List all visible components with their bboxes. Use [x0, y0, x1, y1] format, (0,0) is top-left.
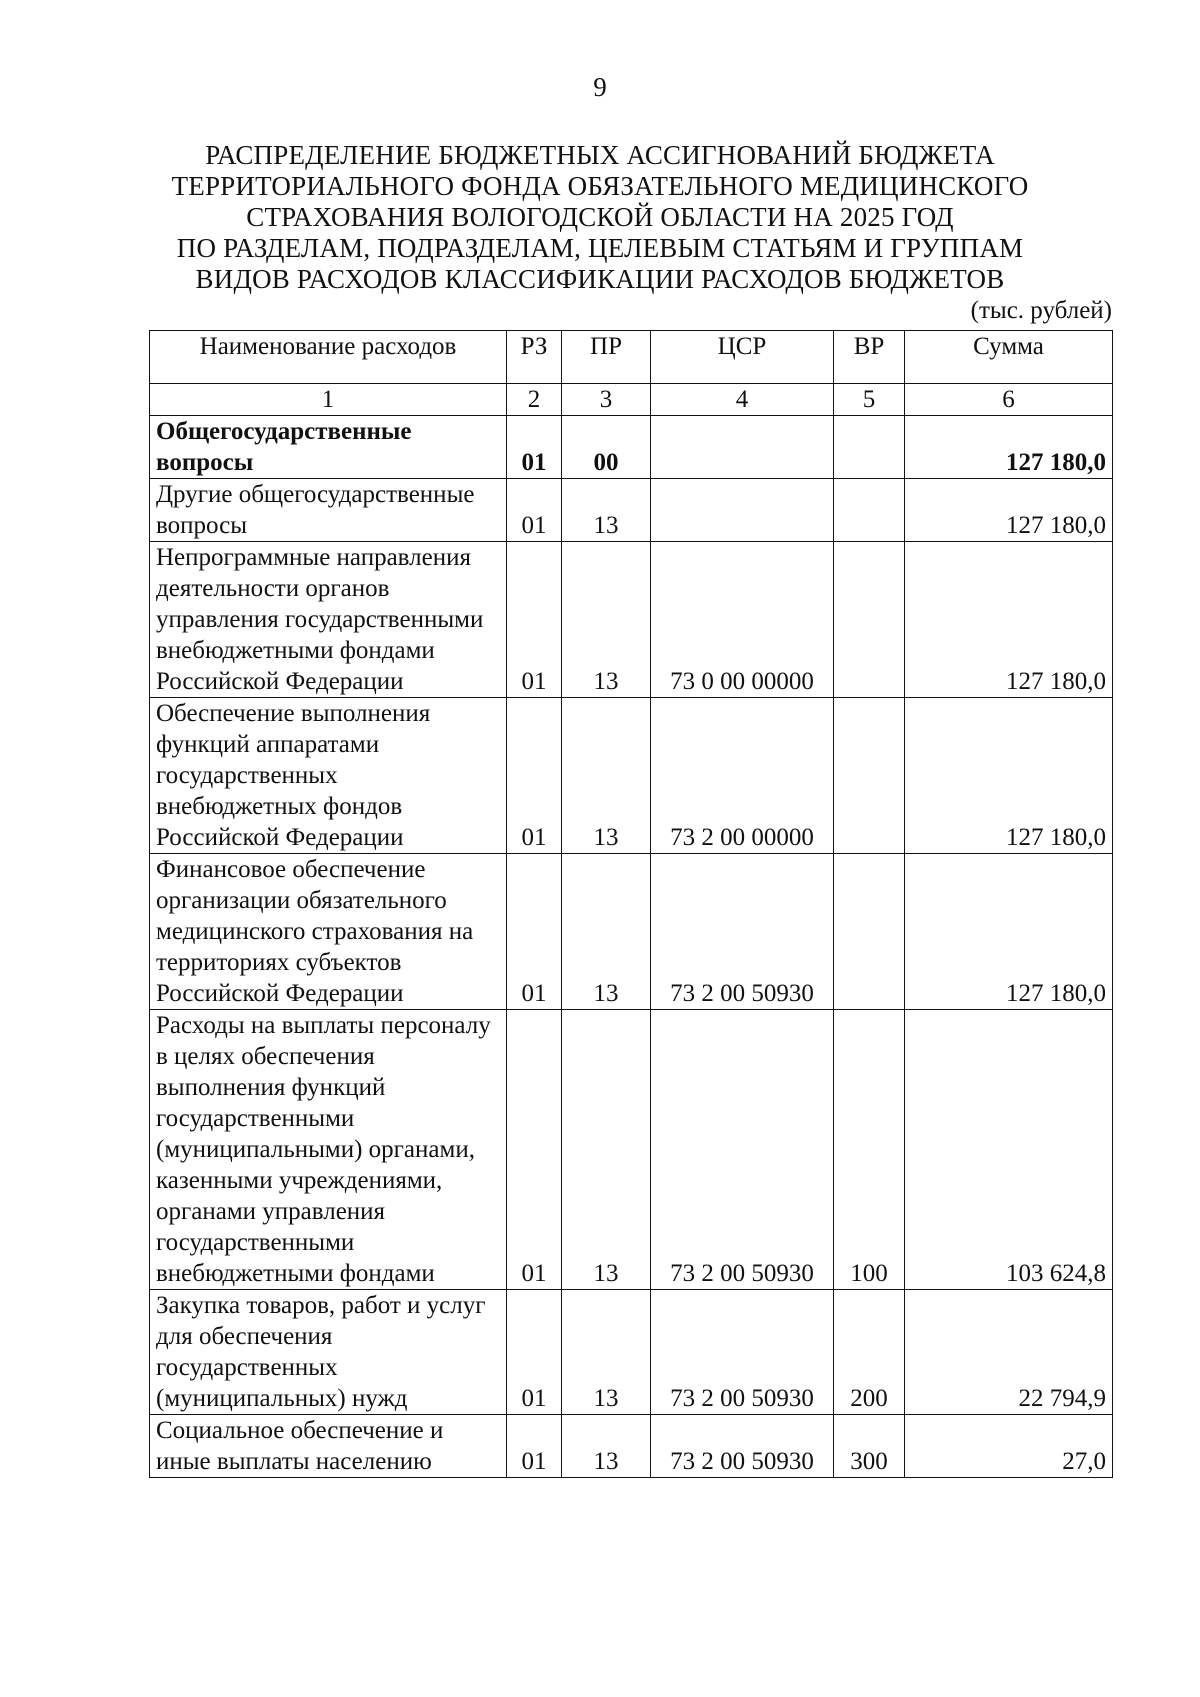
row-csr	[651, 416, 834, 479]
table-row	[150, 1010, 1113, 1290]
row-name: Расходы на выплаты персоналу в целях обеспечения выполнения функций государственными (муниципальными) органами, казенными учреждениями, органами управления государственными внебюджетными фондами	[150, 1010, 507, 1290]
row-name: Обеспечение выполнения функций аппаратами государственных внебюджетных фондов Российской Федерации	[150, 698, 507, 854]
row-pr: 13	[562, 479, 651, 542]
header-rz: РЗ	[507, 331, 562, 384]
row-rz: 01	[507, 542, 562, 698]
budget-table	[149, 330, 1113, 1478]
row-name: Непрограммные направления деятельности органов управления государственными внебюджетными фондами Российской Федерации	[150, 542, 507, 698]
row-sum: 22 794,9	[905, 1290, 1113, 1415]
header-row	[150, 331, 1113, 384]
header-pr: ПР	[562, 331, 651, 384]
row-vr: 200	[834, 1290, 905, 1415]
row-sum: 27,0	[905, 1415, 1113, 1478]
row-csr: 73 0 00 00000	[651, 542, 834, 698]
table-row	[150, 416, 1113, 479]
row-rz: 01	[507, 416, 562, 479]
row-sum: 127 180,0	[905, 542, 1113, 698]
row-pr: 13	[562, 1010, 651, 1290]
row-vr: 100	[834, 1010, 905, 1290]
row-sum: 127 180,0	[905, 698, 1113, 854]
row-csr: 73 2 00 00000	[651, 698, 834, 854]
row-rz: 01	[507, 1415, 562, 1478]
title-line: ПО РАЗДЕЛАМ, ПОДРАЗДЕЛАМ, ЦЕЛЕВЫМ СТАТЬЯМ И ГРУППАМ	[176, 233, 1024, 263]
table-row	[150, 542, 1113, 698]
row-csr: 73 2 00 50930	[651, 854, 834, 1010]
row-name: Финансовое обеспечение организации обязательного медицинского страхования на территориях субъектов Российской Федерации	[150, 854, 507, 1010]
document-title	[150, 140, 1050, 295]
row-csr: 73 2 00 50930	[651, 1290, 834, 1415]
row-csr: 73 2 00 50930	[651, 1010, 834, 1290]
column-number: 4	[651, 384, 834, 416]
header-name: Наименование расходов	[150, 331, 507, 384]
table-row	[150, 479, 1113, 542]
header-sum: Сумма	[905, 331, 1113, 384]
title-line: ТЕРРИТОРИАЛЬНОГО ФОНДА ОБЯЗАТЕЛЬНОГО МЕДИЦИНСКОГО	[171, 171, 1029, 201]
row-vr	[834, 854, 905, 1010]
row-pr: 13	[562, 698, 651, 854]
row-sum: 127 180,0	[905, 854, 1113, 1010]
table-row	[150, 1290, 1113, 1415]
row-sum: 127 180,0	[905, 479, 1113, 542]
title-line: РАСПРЕДЕЛЕНИЕ БЮДЖЕТНЫХ АССИГНОВАНИЙ БЮДЖЕТА	[205, 140, 995, 170]
header-vr: ВР	[834, 331, 905, 384]
row-sum: 103 624,8	[905, 1010, 1113, 1290]
row-pr: 13	[562, 854, 651, 1010]
row-csr	[651, 479, 834, 542]
row-sum: 127 180,0	[905, 416, 1113, 479]
row-vr	[834, 542, 905, 698]
row-vr	[834, 698, 905, 854]
row-name: Другие общегосударственные вопросы	[150, 479, 507, 542]
row-pr: 13	[562, 1415, 651, 1478]
row-name: Закупка товаров, работ и услуг для обеспечения государственных (муниципальных) нужд	[150, 1290, 507, 1415]
column-number: 5	[834, 384, 905, 416]
row-name: Общегосударственные вопросы	[150, 416, 507, 479]
row-rz: 01	[507, 1290, 562, 1415]
row-vr: 300	[834, 1415, 905, 1478]
row-vr	[834, 479, 905, 542]
column-number: 6	[905, 384, 1113, 416]
row-csr: 73 2 00 50930	[651, 1415, 834, 1478]
row-pr: 00	[562, 416, 651, 479]
units-note: (тыс. рублей)	[970, 297, 1112, 324]
column-number: 3	[562, 384, 651, 416]
row-pr: 13	[562, 1290, 651, 1415]
page-number: 9	[593, 72, 607, 102]
table-row	[150, 854, 1113, 1010]
title-line: ВИДОВ РАСХОДОВ КЛАССИФИКАЦИИ РАСХОДОВ БЮДЖЕТОВ	[195, 264, 1005, 294]
header-csr: ЦСР	[651, 331, 834, 384]
table-row	[150, 1415, 1113, 1478]
row-rz: 01	[507, 1010, 562, 1290]
row-vr	[834, 416, 905, 479]
row-name: Социальное обеспечение и иные выплаты населению	[150, 1415, 507, 1478]
row-pr: 13	[562, 542, 651, 698]
row-rz: 01	[507, 854, 562, 1010]
row-rz: 01	[507, 698, 562, 854]
column-number: 1	[150, 384, 507, 416]
column-number: 2	[507, 384, 562, 416]
column-number-row	[150, 384, 1113, 416]
title-line: СТРАХОВАНИЯ ВОЛОГОДСКОЙ ОБЛАСТИ НА 2025 ГОД	[246, 202, 954, 232]
table-row	[150, 698, 1113, 854]
row-rz: 01	[507, 479, 562, 542]
